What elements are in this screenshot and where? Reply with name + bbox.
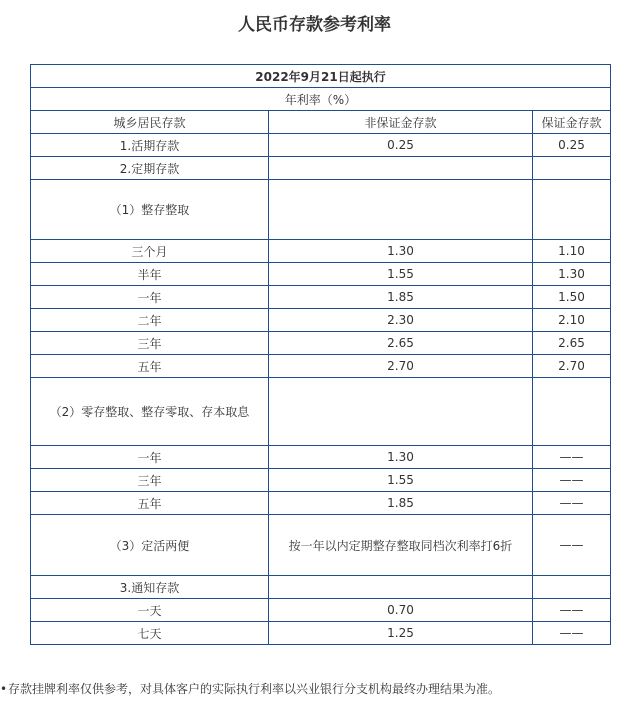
- row-label: 3.通知存款: [31, 576, 269, 599]
- header-resident-deposit: 城乡居民存款: [31, 111, 269, 134]
- table-row: [31, 263, 611, 286]
- row-label: 2.定期存款: [31, 157, 269, 180]
- margin-rate: ——: [533, 446, 611, 469]
- non-margin-rate: 1.30: [269, 240, 533, 263]
- row-label: 1.活期存款: [31, 134, 269, 157]
- non-margin-rate: 0.25: [269, 134, 533, 157]
- disclaimer-note: [0, 680, 629, 697]
- table-row: [31, 240, 611, 263]
- row-label: 七天: [31, 622, 269, 645]
- table-row: [31, 355, 611, 378]
- non-margin-rate: 按一年以内定期整存整取同档次利率打6折: [269, 515, 533, 576]
- margin-rate: ——: [533, 599, 611, 622]
- table-row: [31, 378, 611, 446]
- margin-rate: 0.25: [533, 134, 611, 157]
- table-row: [31, 599, 611, 622]
- non-margin-rate: 2.65: [269, 332, 533, 355]
- non-margin-rate: 1.55: [269, 263, 533, 286]
- row-label: （2）零存整取、整存零取、存本取息: [31, 378, 269, 446]
- table-row: [31, 286, 611, 309]
- non-margin-rate: 1.25: [269, 622, 533, 645]
- table-row: [31, 157, 611, 180]
- row-label: 一天: [31, 599, 269, 622]
- non-margin-rate: 2.30: [269, 309, 533, 332]
- header-margin-deposit: 保证金存款: [533, 111, 611, 134]
- table-row: [31, 492, 611, 515]
- margin-rate: [533, 180, 611, 240]
- non-margin-rate: [269, 378, 533, 446]
- margin-rate: 1.50: [533, 286, 611, 309]
- non-margin-rate: 1.85: [269, 492, 533, 515]
- table-row: [31, 515, 611, 576]
- table-header-row: [31, 111, 611, 134]
- bullet-icon: •: [0, 682, 8, 696]
- disclaimer-text: 存款挂牌利率仅供参考，对具体客户的实际执行利率以兴业银行分支机构最终办理结果为准。: [8, 682, 501, 696]
- margin-rate: 2.10: [533, 309, 611, 332]
- margin-rate: ——: [533, 469, 611, 492]
- row-label: 二年: [31, 309, 269, 332]
- non-margin-rate: 0.70: [269, 599, 533, 622]
- non-margin-rate: 2.70: [269, 355, 533, 378]
- row-label: 一年: [31, 446, 269, 469]
- rate-unit: 年利率（%）: [31, 88, 611, 111]
- margin-rate: ——: [533, 492, 611, 515]
- non-margin-rate: [269, 157, 533, 180]
- table-row-unit: [31, 88, 611, 111]
- page-title: 人民币存款参考利率: [238, 15, 391, 35]
- table-row: [31, 134, 611, 157]
- row-label: 三年: [31, 469, 269, 492]
- margin-rate: [533, 576, 611, 599]
- row-label: （3）定活两便: [31, 515, 269, 576]
- non-margin-rate: 1.55: [269, 469, 533, 492]
- header-non-margin-deposit: 非保证金存款: [269, 111, 533, 134]
- margin-rate: 2.70: [533, 355, 611, 378]
- table-row: [31, 469, 611, 492]
- row-label: 三个月: [31, 240, 269, 263]
- row-label: 半年: [31, 263, 269, 286]
- row-label: 五年: [31, 355, 269, 378]
- margin-rate: ——: [533, 622, 611, 645]
- margin-rate: ——: [533, 515, 611, 576]
- table-row: [31, 622, 611, 645]
- row-label: 五年: [31, 492, 269, 515]
- margin-rate: [533, 378, 611, 446]
- table-row-date: [31, 65, 611, 88]
- table-row: [31, 180, 611, 240]
- table-row: [31, 332, 611, 355]
- table-row: [31, 309, 611, 332]
- margin-rate: 1.30: [533, 263, 611, 286]
- non-margin-rate: [269, 180, 533, 240]
- deposit-rate-table: [30, 64, 611, 645]
- non-margin-rate: 1.30: [269, 446, 533, 469]
- table-row: [31, 576, 611, 599]
- table-row: [31, 446, 611, 469]
- row-label: 三年: [31, 332, 269, 355]
- margin-rate: [533, 157, 611, 180]
- margin-rate: 2.65: [533, 332, 611, 355]
- non-margin-rate: 1.85: [269, 286, 533, 309]
- non-margin-rate: [269, 576, 533, 599]
- row-label: （1）整存整取: [31, 180, 269, 240]
- margin-rate: 1.10: [533, 240, 611, 263]
- row-label: 一年: [31, 286, 269, 309]
- effective-date: 2022年9月21日起执行: [31, 65, 611, 88]
